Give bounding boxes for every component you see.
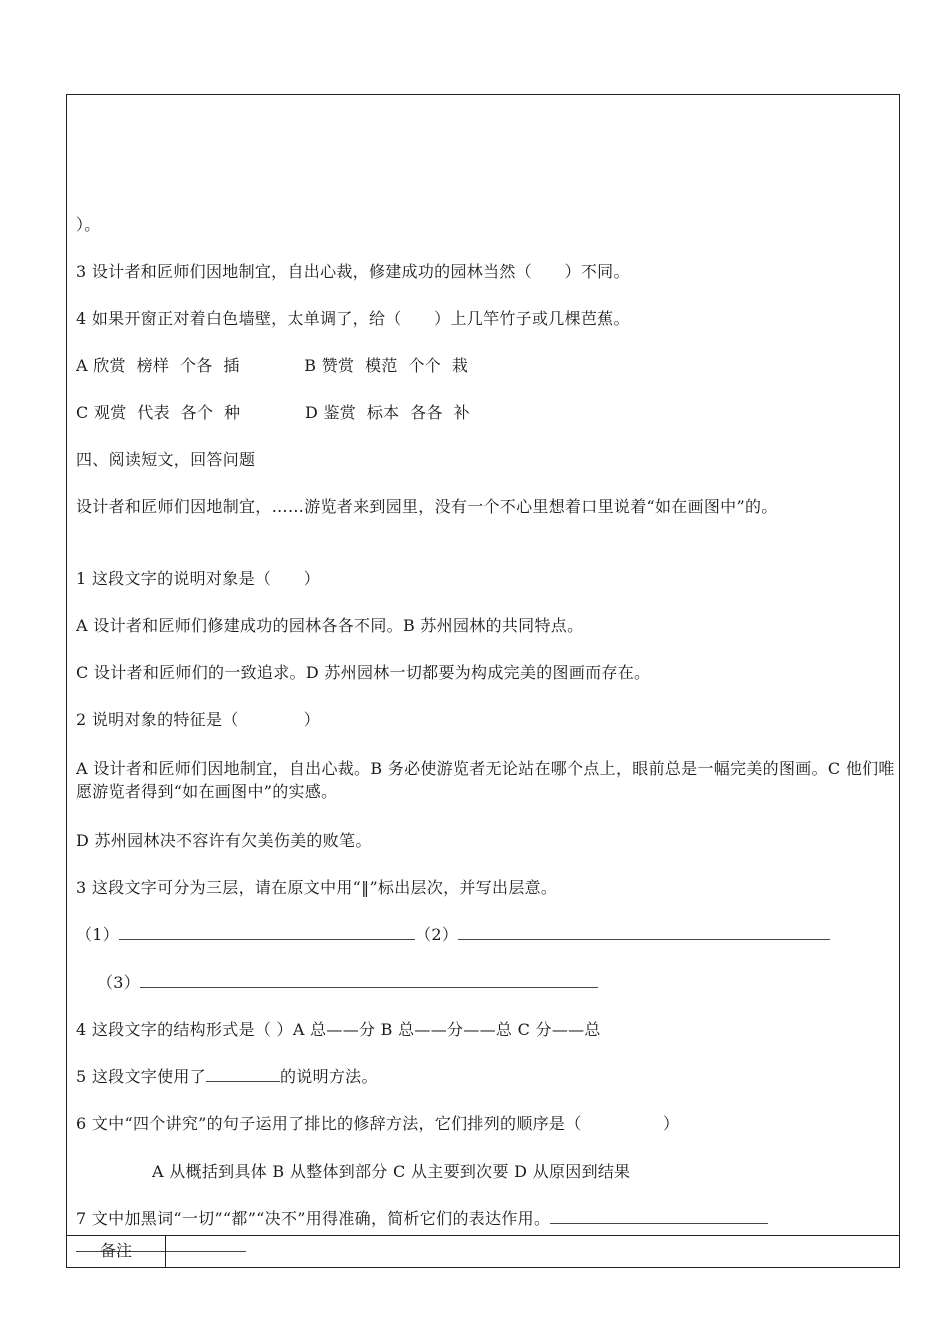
answer-label-2: （2） xyxy=(415,925,459,944)
q7-blank-1[interactable] xyxy=(550,1207,768,1224)
q1-options-ab: A 设计者和匠师们修建成功的园林各各不同。B 苏州园林的共同特点。 xyxy=(76,616,584,635)
worksheet-frame xyxy=(66,94,900,1268)
answer-line-3 xyxy=(97,971,598,994)
answer-label-3: （3） xyxy=(97,973,141,992)
reading-question-2: 2 说明对象的特征是（ ） xyxy=(76,710,321,729)
answer-blank-2[interactable] xyxy=(458,923,830,940)
section-heading: 四、阅读短文，回答问题 xyxy=(76,450,256,469)
q5-text-end: 的说明方法。 xyxy=(279,1067,378,1086)
q1-options-cd: C 设计者和匠师们的一致追求。D 苏州园林一切都要为构成完美的图画而存在。 xyxy=(76,663,651,682)
options-cd: C 观赏 代表 各个 种 D 鉴赏 标本 各各 补 xyxy=(76,403,470,422)
remarks-label: 备注 xyxy=(67,1236,166,1267)
reading-question-5 xyxy=(76,1065,378,1088)
q7-text: 7 文中加黑词“一切”“都”“决不”用得准确，简析它们的表达作用。 xyxy=(76,1209,551,1228)
q5-blank[interactable] xyxy=(206,1065,280,1082)
answer-blank-3[interactable] xyxy=(140,971,598,988)
answer-label-1: （1） xyxy=(76,925,120,944)
q5-text-start: 5 这段文字使用了 xyxy=(76,1067,206,1086)
text-line: ）。 xyxy=(76,215,101,234)
reading-question-6: 6 文中“四个讲究”的句子运用了排比的修辞方法，它们排列的顺序是（ ） xyxy=(76,1114,680,1133)
remarks-field[interactable] xyxy=(166,1236,899,1267)
reading-question-7 xyxy=(76,1207,768,1230)
question-4: 4 如果开窗正对着白色墙壁，太单调了，给（ ）上几竿竹子或几棵芭蕉。 xyxy=(76,309,630,328)
passage-excerpt: 设计者和匠师们因地制宜，……游览者来到园里，没有一个不心里想着口里说着“如在画图中”的。 xyxy=(76,497,778,516)
reading-question-4: 4 这段文字的结构形式是（ ）A 总——分 B 总——分——总 C 分——总 xyxy=(76,1020,601,1039)
q6-options: A 从概括到具体 B 从整体到部分 C 从主要到次要 D 从原因到结果 xyxy=(152,1162,631,1181)
q2-options-abc: A 设计者和匠师们因地制宜，自出心裁。B 务必使游览者无论站在哪个点上，眼前总是一幅完美的图画。C 他们唯愿游览者得到“如在画图中”的实感。 xyxy=(76,759,895,801)
answer-line-1-2 xyxy=(76,923,830,946)
q2-option-d: D 苏州园林决不容许有欠美伤美的败笔。 xyxy=(76,831,372,850)
remarks-row xyxy=(67,1235,899,1267)
reading-question-3: 3 这段文字可分为三层，请在原文中用“‖”标出层次，并写出层意。 xyxy=(76,878,558,897)
worksheet-content xyxy=(67,95,899,1235)
question-3: 3 设计者和匠师们因地制宜，自出心裁，修建成功的园林当然（ ）不同。 xyxy=(76,262,630,281)
options-ab: A 欣赏 榜样 个各 插 B 赞赏 模范 个个 栽 xyxy=(76,356,469,375)
answer-blank-1[interactable] xyxy=(119,923,415,940)
reading-question-1: 1 这段文字的说明对象是（ ） xyxy=(76,569,321,588)
